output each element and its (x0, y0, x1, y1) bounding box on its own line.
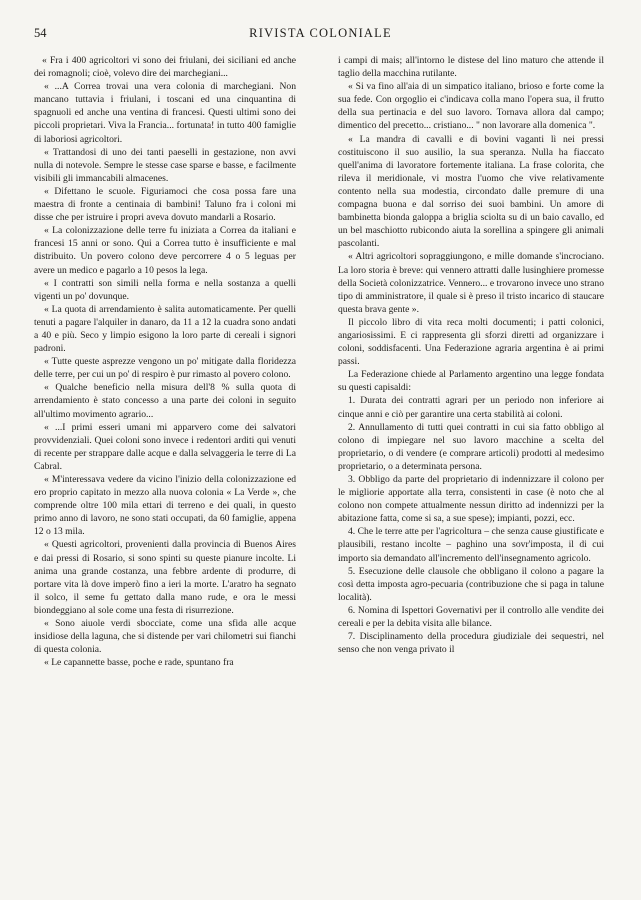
left-column (34, 54, 296, 669)
running-title: RIVISTA COLONIALE (249, 26, 392, 40)
paragraph: « Le capannette basse, poche e rade, spuntano fra (44, 657, 234, 669)
list-item: 6. Nomina di Ispettori Governativi per il controllo alle vendite dei cereali e per la debita visita alle bilance. (338, 604, 604, 630)
paragraph: La Federazione chiede al Parlamento argentino una legge fondata su questi capisaldi: (338, 369, 604, 394)
list-item: 3. Obbligo da parte del proprietario di indennizzare il colono per le migliorie apportate alla terra, consistenti in case (è noto che al colono non compete attualmente nessun diritto ad indennizzi per la abitazione fatta, come si sa, a sue spese); impianti, pozzi, ecc. (338, 474, 604, 525)
paragraph: « Si va fino all'aia di un simpatico italiano, brioso e forte come la sua fede. Con orgoglio ei c'indicava colla mano l'opera sua, il frutto della sua pertinacia e del suo lavoro. Tornava allora dal campo; dimentico del precetto... cristiano... " non lavorare alla domenica ". (338, 81, 604, 132)
paragraph: « Fra i 400 agricoltori vi sono dei friulani, dei siciliani ed anche dei romagnoli; cioè, volevo dire dei marchegiani... (34, 55, 296, 80)
paragraph: « M'interessava vedere da vicino l'inizio della colonizzazione ed ero proprio capitato in mezzo alla nuova colonia « La Verde », che comprende oltre 100 mila ettari di terreno e dei quali, in questo primo anno di lavoro, ne sono stati occupati, da 60 famiglie, appena 12 o 13 mila. (34, 474, 296, 538)
list-item: 7. Disciplinamento della procedura giudiziale dei sequestri, nel senso che non venga privato il (338, 631, 604, 656)
paragraph: « ...A Correa trovai una vera colonia di marchegiani. Non mancano tuttavia i friulani, i toscani ed una cinquantina di spagnuoli ed anche una ventina di francesi. Questi ultimi sono dei piccoli proprietari. Viva la Francia... fortunata! in tutto 400 famiglie di laboriosi agricoltori. (34, 81, 296, 145)
page-header (34, 26, 607, 44)
paragraph: « Qualche beneficio nella misura dell'8 % sulla quota di arrendamiento è stato concesso a una parte dei coloni in seguito all'ultimo movimento agrario... (34, 382, 296, 420)
paragraph: « Questi agricoltori, provenienti dalla provincia di Buenos Aires e dai pressi di Rosario, si sono spinti su queste pianure incolte. Li anima una grande costanza, una febbre ardente di produrre, di portare vita là dove imperò fino a ieri la morte. L'aratro ha segnato il solco, il seme fu gettato dalla mano rude, e ora le messi biondeggiano al sole come una festa di risurrezione. (34, 539, 296, 616)
list-item: 2. Annullamento di tutti quei contratti in cui sia fatto obbligo al colono di impiegare nel suo lavoro macchine a scelta del proprietario, o di vendere (e comprare articoli) prodotti al medesimo proprietario, o a determinata persona. (338, 421, 604, 472)
paragraph: « Trattandosi di uno dei tanti paeselli in gestazione, non avvi nulla di notevole. Sempre le stesse case sparse e basse, e facilmente visibili gli immancabili almacenes. (34, 146, 296, 184)
list-item: 5. Esecuzione delle clausole che obbligano il colono a pagare la così detta imposta agro-pecuaria (contribuzione che si paga in talune località). (338, 565, 604, 603)
paragraph: « I contratti son simili nella forma e nella sostanza a quelli vigenti un po' dovunque. (34, 277, 296, 302)
list-item: 1. Durata dei contratti agrari per un periodo non inferiore ai cinque anni e ciò per garantire una certa stabilità ai coloni. (338, 395, 604, 420)
paragraph: « Altri agricoltori sopraggiungono, e mille domande s'incrociano. La loro storia è breve: qui vennero attratti dalle lusinghiere promesse della Società colonizzatrice. Vennero... e trovarono invece uno strano tipo di amministratore, il quale si è preso il tristo incarico di staucare questa brava gente ». (338, 251, 604, 315)
paragraph: Il piccolo libro di vita reca molti documenti; i patti colonici, angariosissimi. E ci rappresenta gli sforzi diretti ad organizzare i coloni, soddisfacenti. Una Federazione agraria argentina è ai primi passi. (338, 316, 604, 368)
paragraph: « La colonizzazione delle terre fu iniziata a Correa da italiani e francesi 15 anni or sono. Qui a Correa tutto è insufficiente e mal distribuito. Un povero colono deve percorrere 4 o 5 leguas per avere un medico e pagarlo a 10 pesos la lega. (34, 225, 296, 276)
paragraph: « Tutte queste asprezze vengono un po' mitigate dalla floridezza delle terre, per cui un po' di respiro è pur rimasto al povero colono. (34, 356, 296, 381)
paragraph: i campi di mais; all'intorno le distese del lino maturo che attende il taglio della macchina rutilante. (338, 55, 604, 80)
paragraph: « La mandra di cavalli e di bovini vaganti lì nei pressi costituiscono il suo ausilio, la sua speranza. Nulla ha fiaccato quell'anima di lavoratore fortemente italiana. La frase colorita, che rileva il meridionale, vi mostra l'uomo che vive relativamente contento nella sua modestia, circondato dalle premure di una compagna buona e dal sorriso dei suoi bambini. Un amore di bambinetta bionda galoppa a briglia sciolta su di un baio cavallo, ed un bel maschiotto rubicondo aiuta la sorellina a spingere gli animali pascolanti. (338, 133, 604, 250)
page-number: 54 (34, 26, 47, 40)
paragraph: « Difettano le scuole. Figuriamoci che cosa possa fare una maestra di fronte a centinaia di bambini! Taluno fra i coloni mi disse che per istruire i propri aveva dovuto mandarli a Rosario. (34, 185, 296, 224)
right-column (338, 54, 604, 656)
paragraph: « ...I primi esseri umani mi apparvero come dei salvatori provvidenziali. Quei coloni sono invece i redentori arditi qui venuti di recente per strappare dalle acque e dalla selvaggeria le terre di La Cabral. (34, 421, 296, 472)
paragraph: « La quota di arrendamiento è salita automaticamente. Per quelli tenuti a pagare l'alquiler in danaro, da 11 a 12 la cuadra sono andati a 40 e più. Seco y limpio esigono la loro parte di cereali i signori padroni. (34, 303, 296, 355)
list-item: 4. Che le terre atte per l'agricoltura – che senza cause giustificate e plausibili, restano incolte – paghino una sovr'imposta, il di cui importo sia demandato all'incremento dell'insegnamento agricolo. (338, 526, 604, 564)
paragraph: « Sono aiuole verdi sbocciate, come una sfida alle acque insidiose della laguna, che si distende per vari chilometri sui fianchi di questa colonia. (34, 618, 296, 656)
